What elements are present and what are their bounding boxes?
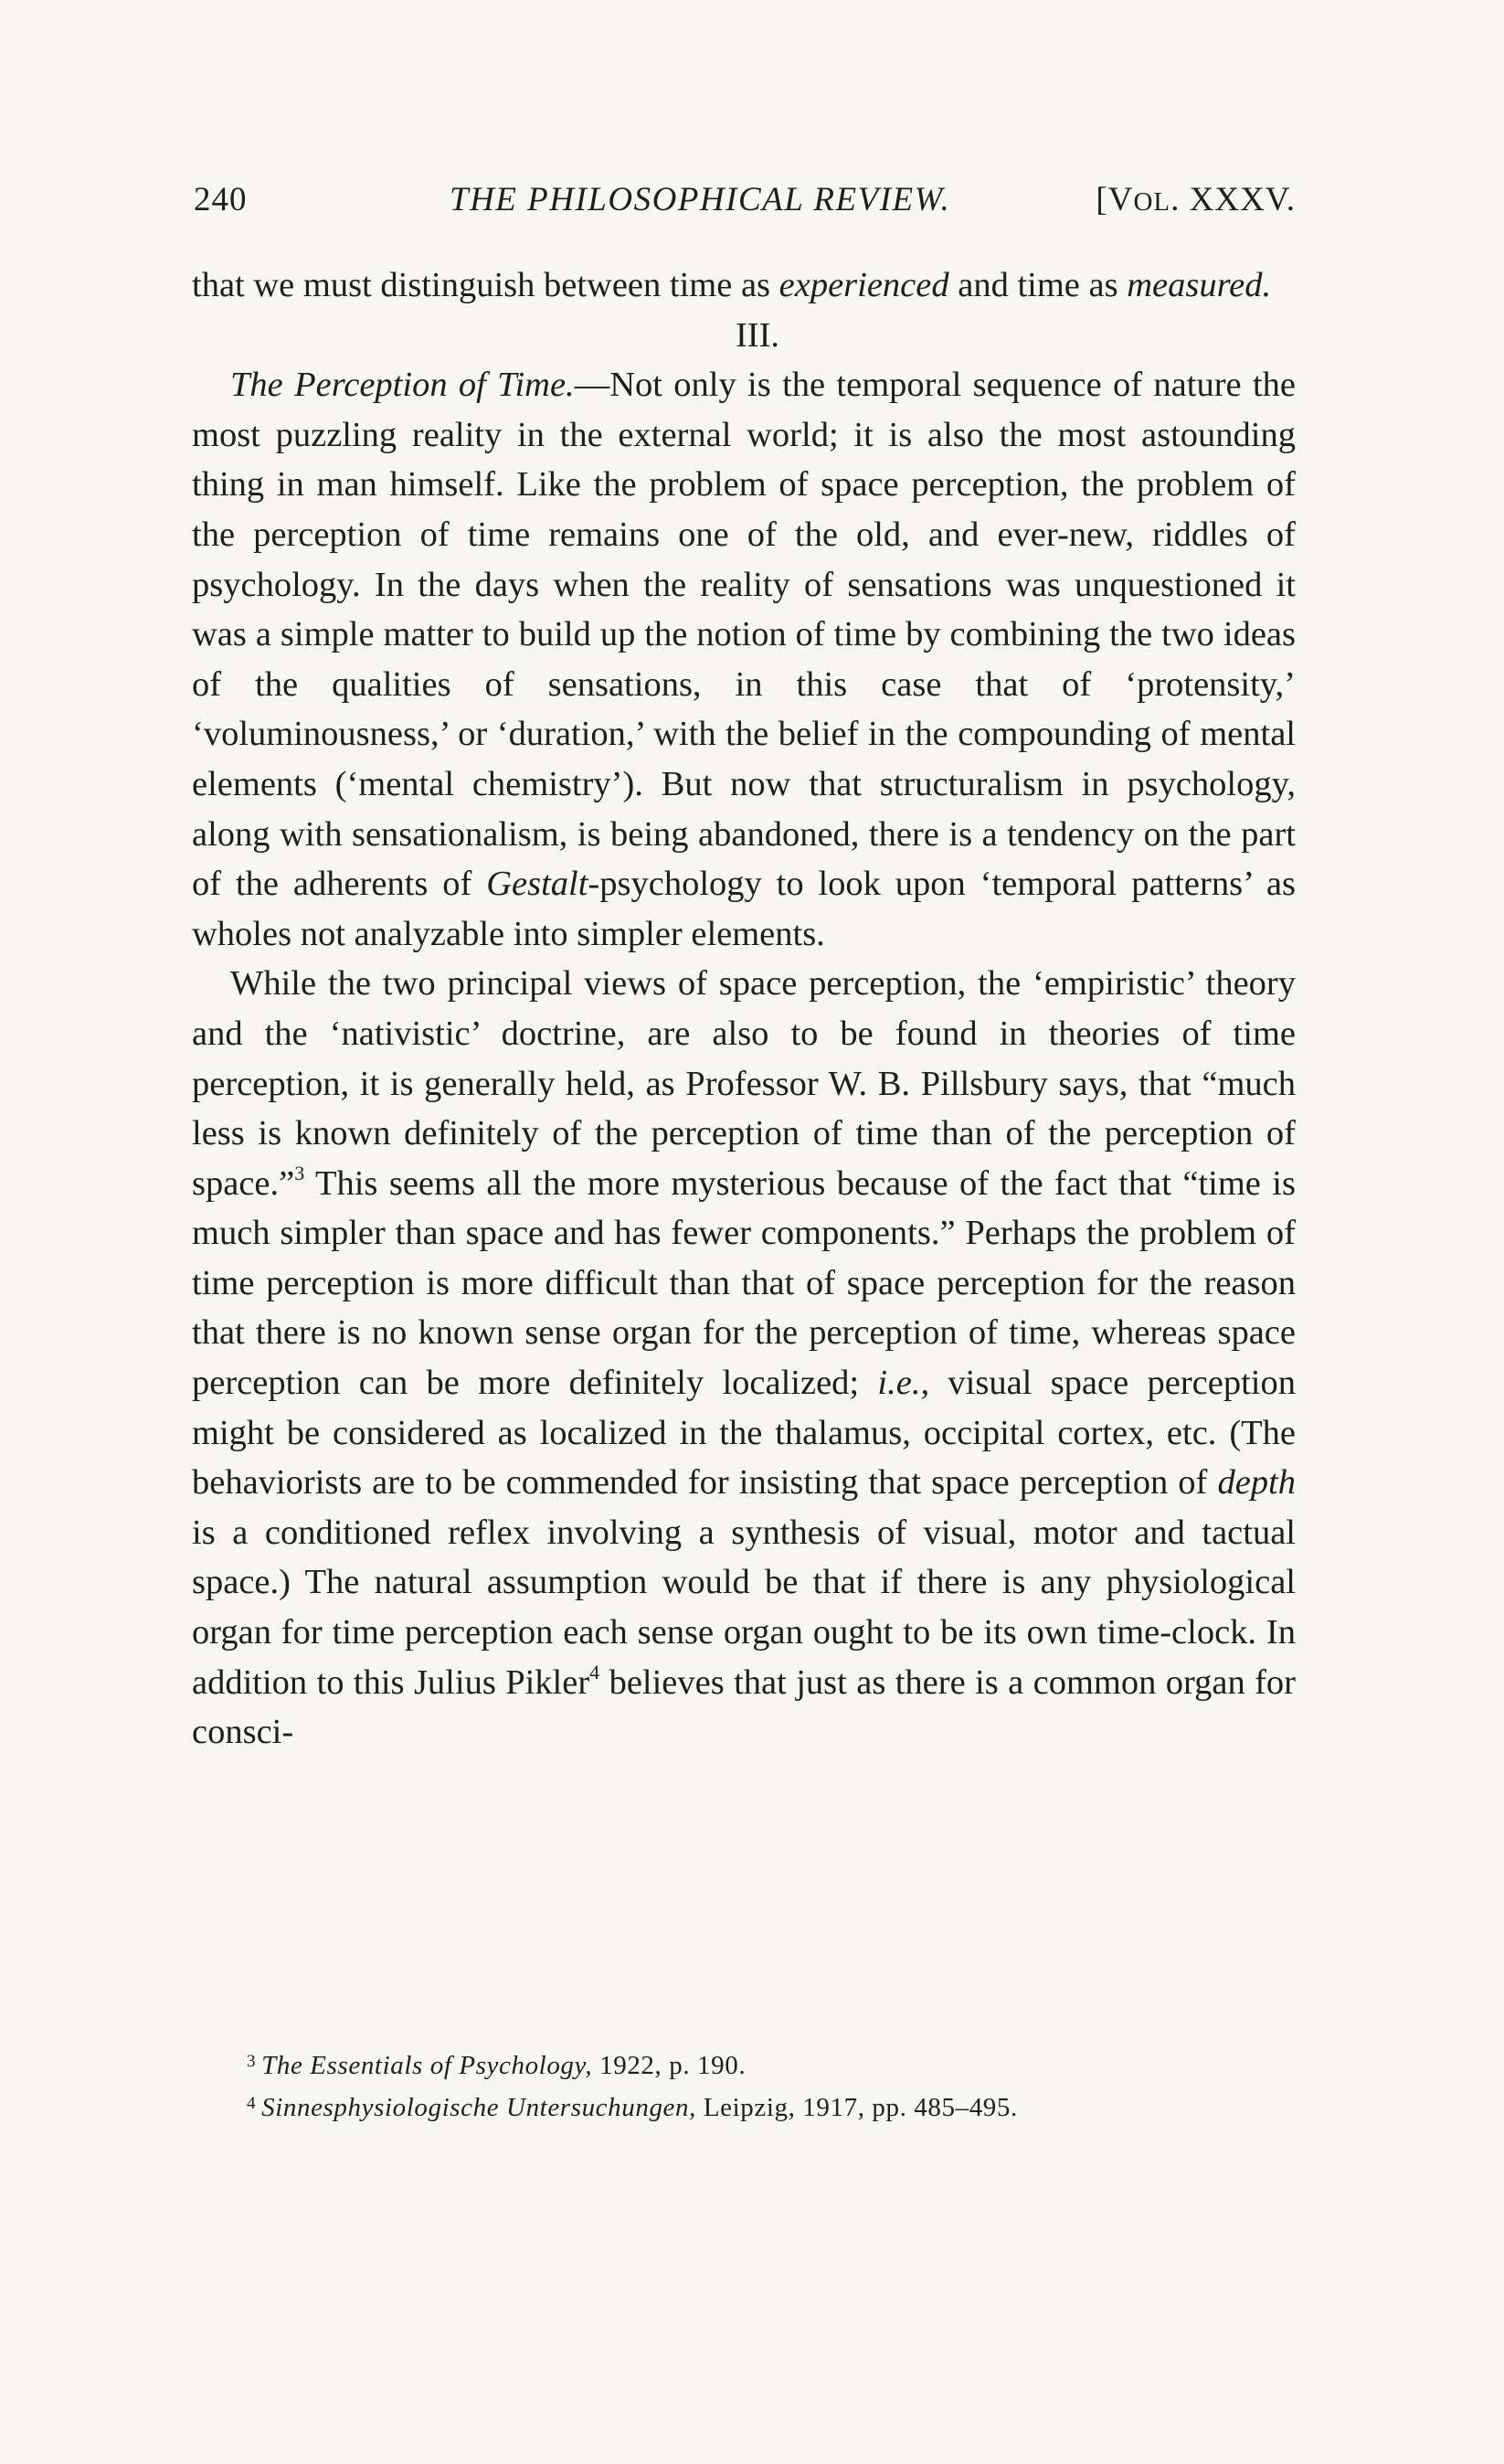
paragraph-text-2: This seems all the more mysterious because of the fact that “time is much simpler than space and has fewer components.” Perhaps the problem of time perception is more difficult than that of space perception for the reason that there is no known sense organ for the perception of time, whereas space perception can be more definitely localized; xyxy=(192,1163,1296,1403)
continuation-paragraph xyxy=(192,260,1296,311)
footnote-details: Leipzig, 1917, pp. 485–495. xyxy=(695,2093,1018,2122)
emphasis-depth: depth xyxy=(1217,1463,1296,1503)
volume-open: [V xyxy=(1096,181,1134,218)
footnote-4 xyxy=(247,2085,1252,2127)
journal-title: THE PHILOSOPHICAL REVIEW. xyxy=(450,181,951,218)
footnote-3 xyxy=(247,2043,1252,2085)
section-number: III. xyxy=(735,315,780,355)
paragraph-text: —Not only is the temporal sequence of nature the most puzzling reality in the external world; it is also the most astounding thing in man himself. Like the problem of space perception, the problem of the perception of time remains one of the old, and ever-new, riddles of psychology. In the days when the reality of sensations was unquestioned it was a simple matter to build up the notion of time by combining the two ideas of the qualities of sensations, in this case that of ‘protensity,’ ‘voluminousness,’ or ‘duration,’ with the belief in the compounding of mental elements (‘mental chemistry’). But now that structuralism in psychology, along with sensationalism, is being abandoned, there is a tendency on the part of the adherents of xyxy=(192,366,1296,904)
footnote-title: Sinnesphysiologische Untersuchungen, xyxy=(261,2093,696,2122)
emphasis-ie: i.e., xyxy=(877,1364,930,1403)
footnote-title: The Essentials of Psychology, xyxy=(261,2051,593,2080)
paragraph-text-end: -psychology to look upon ‘temporal patterns’ as wholes not analyzable into simpler elements. xyxy=(192,865,1296,953)
volume-label xyxy=(1096,179,1296,223)
paragraph-text-4: is a conditioned reflex involving a synthesis of visual, motor and tactual space.) The natural assumption would be that if there is any physiological organ for time perception each sense organ ought to be its own time-clock. In addition to this Julius Pikler xyxy=(192,1513,1296,1702)
footnote-details: 1922, p. 190. xyxy=(592,2051,747,2080)
paragraph-text-3: visual space perception might be considered as localized in the thalamus, occipital cortex, etc. (The behaviorists are to be commended for insisting that space perception of xyxy=(192,1364,1296,1503)
paragraph-space-perception xyxy=(192,959,1296,1758)
page-number: 240 xyxy=(194,181,248,218)
emphasis-experienced: experienced xyxy=(778,266,949,304)
footnote-ref-3[interactable]: 3 xyxy=(294,1161,305,1184)
paragraph-text-5: believes that just as there is a common organ for consci- xyxy=(192,1662,1296,1752)
continuation-text-middle: and time as xyxy=(948,266,1128,304)
footnote-mark: 4 xyxy=(247,2094,257,2113)
volume-close: . XXXV. xyxy=(1170,181,1296,218)
emphasis-measured: measured. xyxy=(1127,266,1272,304)
paragraph-perception-of-time xyxy=(192,360,1296,959)
footnote-mark: 3 xyxy=(247,2052,257,2071)
running-head xyxy=(194,179,1296,221)
footnote-ref-4[interactable]: 4 xyxy=(589,1660,600,1683)
body-text xyxy=(192,260,1296,1758)
continuation-text: that we must distinguish between time as xyxy=(192,266,779,304)
paragraph-heading: The Perception of Time. xyxy=(230,366,575,405)
emphasis-gestalt: Gestalt xyxy=(486,865,588,904)
footnotes xyxy=(247,2043,1252,2127)
paragraph-text-1: While the two principal views of space perception, the ‘empiristic’ theory and the ‘nativistic’ doctrine, are also to be found in theories of time perception, it is generally held, as Professor W. B. Pillsbury says, that “much less is known definitely of the perception of time than of the perception of space.” xyxy=(192,964,1296,1203)
volume-small-caps: OL xyxy=(1133,187,1171,217)
